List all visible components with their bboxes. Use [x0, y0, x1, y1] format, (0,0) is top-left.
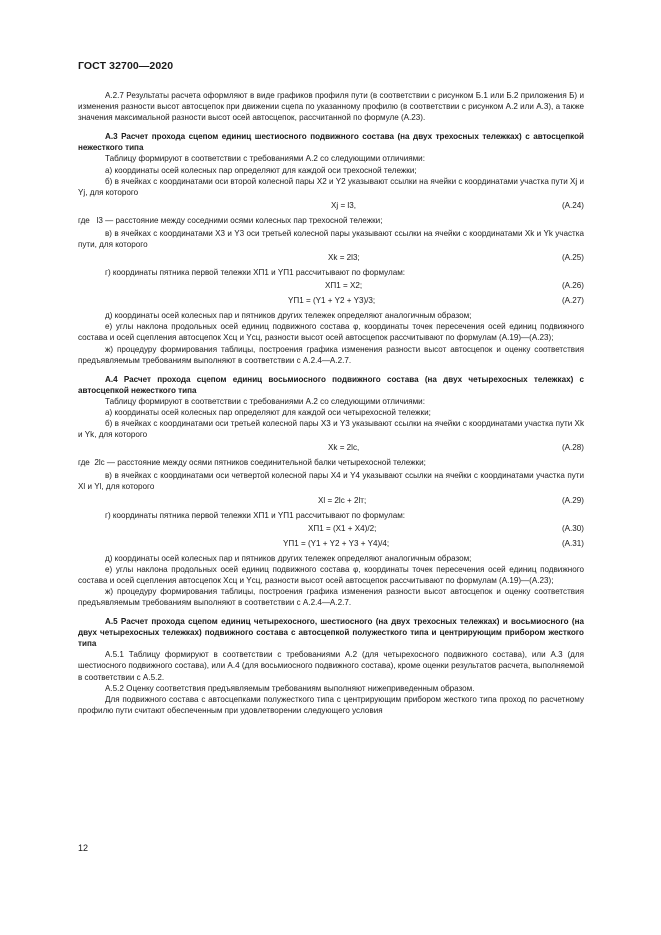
- equation-a31: [78, 538, 584, 551]
- equation-number-a24: (А.24): [561, 200, 584, 210]
- equation-a29: [78, 495, 584, 508]
- formula-a26: XП1 = X2;: [325, 281, 363, 291]
- list-item-a3-a: а) координаты осей колесных пар определяют для каждой оси трехосной тележки;: [105, 165, 417, 175]
- document-header: ГОСТ 32700—2020: [78, 60, 174, 72]
- where-clause-a3: [78, 215, 584, 226]
- formula-a31: YП1 = (Y1 + Y2 + Y3 + Y4)/4;: [283, 538, 390, 548]
- list-item-a4-v: в) в ячейках с координатами оси четвертой колесной пары X4 и Y4 указывают ссылки на ячейки с координатами участка пути Xl и Yl, для которого: [78, 471, 584, 492]
- equation-a26: [78, 280, 584, 293]
- paragraph-a52-text: Для подвижного состава с автосцепками полужесткого типа с центрирующим прибором жесткого типа проход по расчетному профилю пути считают обеспеченным при удовлетворении следующего условия: [78, 694, 584, 715]
- equation-number-a26: (А.26): [561, 281, 584, 291]
- list-item-a4-zh: ж) процедуру формирования таблицы, построения графика изменения разности высот автосцепок и оценку соответствия предъявляемым требованиям выполняют в соответствии с А.2.4—А.2.7.: [78, 586, 584, 607]
- paragraph-a3-intro: Таблицу формируют в соответствии с требованиями А.2 со следующими отличиями:: [105, 154, 425, 164]
- formula-a25: Xk = 2l3;: [328, 253, 360, 263]
- formula-a30: XП1 = (X1 + X4)/2;: [308, 523, 377, 533]
- equation-a27: [78, 295, 584, 308]
- list-item-a4-b: б) в ячейках с координатами оси третьей колесной пары X3 и Y3 указывают ссылки на ячейки с координатами участка пути Xk и Yk, для которого: [78, 419, 584, 440]
- equation-a28: [78, 442, 584, 455]
- where-label: где: [78, 458, 90, 468]
- list-item-a3-e: е) углы наклона продольных осей единиц подвижного состава φ, координаты точек пересечения осей единиц подвижного состава и осей сцепления автосцепок Xсц и Yсц, разности высот осей автосцепок рассчитывают по формулам (А.19)—(А.23);: [78, 322, 584, 343]
- where-text: 2lс — расстояние между осями пятников соединительной балки четырехосной тележки;: [94, 458, 426, 468]
- list-item-a3-zh: ж) процедуру формирования таблицы, построения графика изменения разности высот автосцепок и оценку соответствия предъявляемым требованиям выполняют в соответствии с А.2.4—А.2.7.: [78, 344, 584, 365]
- formula-a29: Xl = 2lс + 2lт;: [318, 495, 367, 505]
- section-title-a5: А.5 Расчет прохода сцепом единиц четырехосного, шестиосного (на двух трехосных тележках) и восьмиосного (на двух четырехосных тележках) подвижного состава с автосцепкой полужесткого типа и центрирующим прибором жесткого типа: [78, 617, 584, 649]
- section-title-a3: А.3 Расчет прохода сцепом единиц шестиосного подвижного состава (на двух трехосных тележках) с автосцепкой нежесткого типа: [78, 132, 584, 153]
- page-number: 12: [78, 843, 89, 853]
- equation-a25: [78, 252, 584, 265]
- paragraph-a4-intro: Таблицу формируют в соответствии с требованиями А.2 со следующими отличиями:: [105, 396, 425, 406]
- equation-number-a29: (А.29): [561, 495, 584, 505]
- equation-number-a28: (А.28): [561, 443, 584, 453]
- equation-a24: [78, 200, 584, 213]
- paragraph-a51: А.5.1 Таблицу формируют в соответствии с требованиями А.2 (для четырехосного подвижного состава), или А.3 (для шестиосного подвижного состава), или А.4 (для восьмиосного подвижного состава), кроме оценки результатов расчета, выполняемой в соответствии с А.5.2.: [78, 650, 584, 682]
- list-item-a3-b: б) в ячейках с координатами оси второй колесной пары X2 и Y2 указывают ссылки на ячейки с координатами участка пути Xj и Yj, для которого: [78, 176, 584, 197]
- list-item-a3-d: д) координаты осей колесных пар и пятников других тележек определяют аналогичным образом;: [105, 311, 472, 321]
- where-clause-a4: [78, 457, 584, 468]
- where-text: l3 — расстояние между соседними осями колесных пар трехосной тележки;: [96, 215, 383, 225]
- formula-a28: Xk = 2lс,: [328, 443, 360, 453]
- list-item-a4-a: а) координаты осей колесных пар определяют для каждой оси четырехосной тележки;: [105, 407, 431, 417]
- where-label: где: [78, 215, 90, 225]
- formula-a27: YП1 = (Y1 + Y2 + Y3)/3;: [288, 296, 376, 306]
- list-item-a4-d: д) координаты осей колесных пар и пятников других тележек определяют аналогичным образом;: [105, 553, 472, 563]
- equation-number-a25: (А.25): [561, 253, 584, 263]
- equation-a30: [78, 523, 584, 536]
- list-item-a3-g: г) координаты пятника первой тележки XП1 и YП1 рассчитывают по формулам:: [105, 268, 406, 278]
- paragraph-a52: А.5.2 Оценку соответствия предъявляемым требованиям выполняют нижеприведенным образом.: [105, 683, 475, 693]
- equation-number-a27: (А.27): [561, 296, 584, 306]
- list-item-a4-e: е) углы наклона продольных осей единиц подвижного состава φ, координаты точек пересечения осей единиц подвижного состава и осей сцепления автосцепок Xсц и Yсц, разности высот осей автосцепок рассчитывают по формулам (А.19)—(А.23);: [78, 564, 584, 585]
- equation-number-a30: (А.30): [561, 523, 584, 533]
- list-item-a4-g: г) координаты пятника первой тележки XП1 и YП1 рассчитывают по формулам:: [105, 510, 406, 520]
- equation-number-a31: (А.31): [561, 538, 584, 548]
- page-body: [78, 90, 584, 716]
- formula-a24: Xj = l3,: [331, 200, 356, 210]
- list-item-a3-v: в) в ячейках с координатами X3 и Y3 оси третьей колесной пары указывают ссылки на ячейки с координатами Xk и Yk участка пути, для которого: [78, 228, 584, 250]
- section-title-a4: А.4 Расчет прохода сцепом единиц восьмиосного подвижного состава (на двух четырехосных тележках) с автосцепкой нежесткого типа: [78, 374, 584, 395]
- paragraph-a27: А.2.7 Результаты расчета оформляют в виде графиков профиля пути (в соответствии с рисунком Б.1 или Б.2 приложения Б) и изменения разности высот автосцепок при движении сцепа по указанному профилю (в соответствии с рисунком А.2 или А.3), а также значения максимальной разности высот осей автосцепок, рассчитанной по формуле (А.23).: [78, 91, 584, 123]
